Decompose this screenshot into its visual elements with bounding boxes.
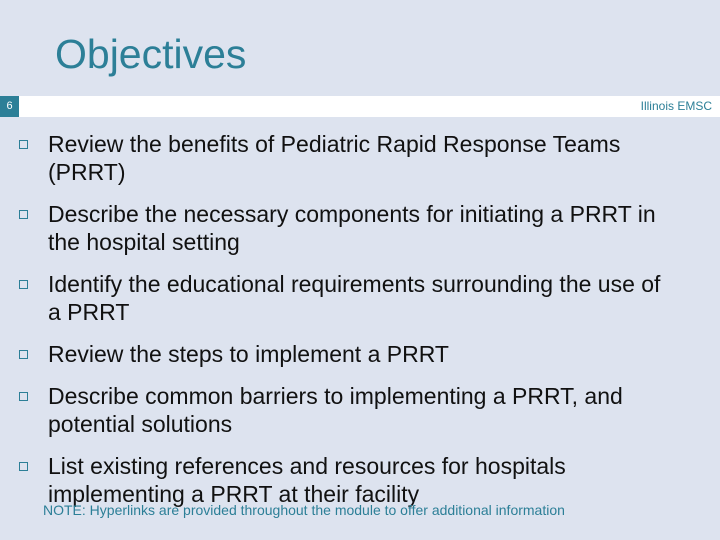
list-item bbox=[19, 340, 679, 368]
objective-text: Review the steps to implement a PRRT bbox=[48, 341, 449, 367]
objective-text: Review the benefits of Pediatric Rapid Response Teams (PRRT) bbox=[48, 131, 621, 185]
square-bullet-icon bbox=[19, 210, 28, 219]
slide-title: Objectives bbox=[55, 31, 247, 77]
objective-text: List existing references and resources for hospitals implementing a PRRT at their facility bbox=[48, 453, 566, 507]
objective-text: Identify the educational requirements surrounding the use of a PRRT bbox=[48, 271, 661, 325]
list-item bbox=[19, 452, 679, 508]
objective-text: Describe the necessary components for initiating a PRRT in the hospital setting bbox=[48, 201, 656, 255]
square-bullet-icon bbox=[19, 462, 28, 471]
square-bullet-icon bbox=[19, 280, 28, 289]
objective-text: Describe common barriers to implementing a PRRT, and potential solutions bbox=[48, 383, 623, 437]
square-bullet-icon bbox=[19, 140, 28, 149]
list-item bbox=[19, 200, 679, 256]
square-bullet-icon bbox=[19, 392, 28, 401]
list-item bbox=[19, 382, 679, 438]
hyperlink-note: NOTE: Hyperlinks are provided throughout the module to offer additional information bbox=[43, 502, 565, 518]
objectives-list bbox=[19, 130, 679, 522]
organization-label: Illinois EMSC bbox=[640, 99, 712, 113]
list-item bbox=[19, 270, 679, 326]
slide-number: 6 bbox=[6, 100, 13, 112]
header-bar bbox=[0, 96, 720, 117]
list-item bbox=[19, 130, 679, 186]
square-bullet-icon bbox=[19, 350, 28, 359]
